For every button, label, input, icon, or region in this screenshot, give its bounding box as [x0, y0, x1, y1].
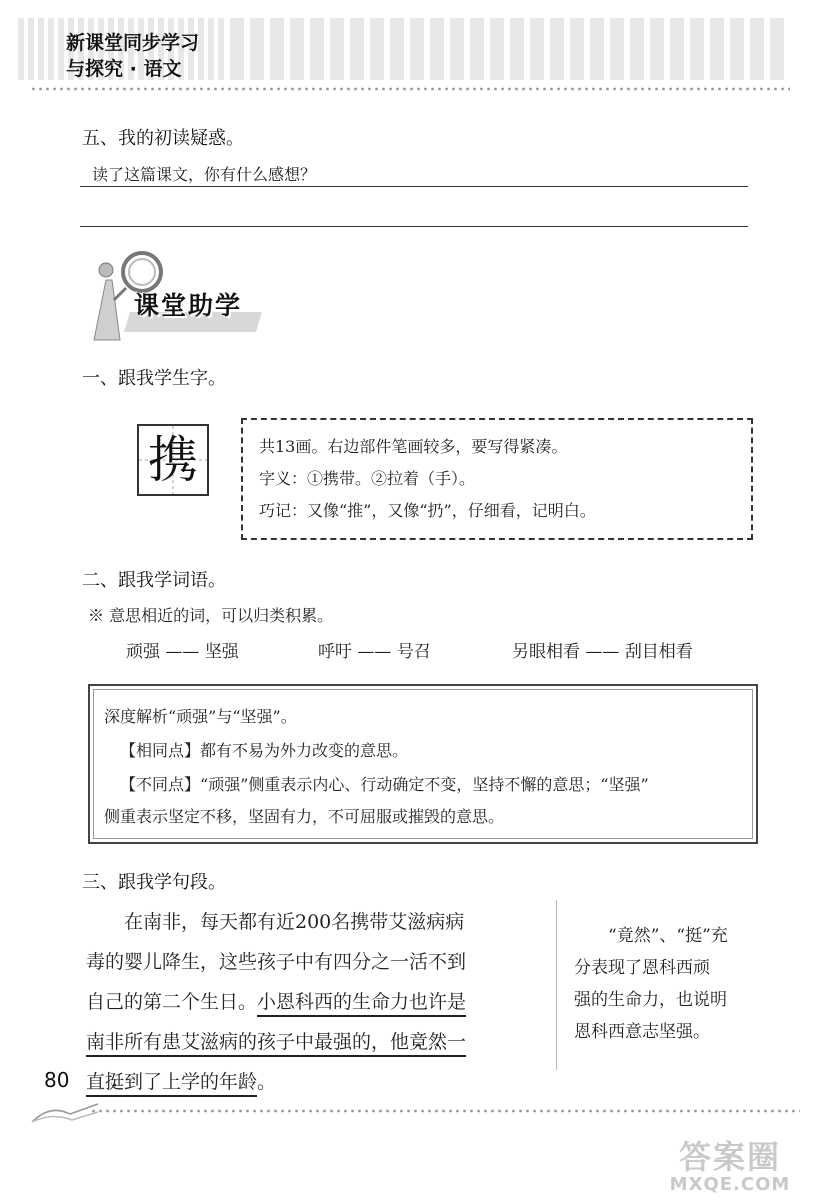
emphasis-char: 然 •	[428, 1031, 447, 1057]
passage-text: 在南非，每天都有近200名携带艾滋病病	[124, 911, 465, 933]
passage	[86, 902, 526, 1102]
side-note-line-4: 恩科西意志坚强。	[574, 1022, 710, 1042]
word-dash: ——	[585, 642, 620, 662]
banner-title: 课堂助学	[134, 291, 243, 320]
info-line-strokes: 共13画。右边部件笔画较多，要写得紧凑。	[259, 437, 568, 456]
section5-heading: 五、我的初读疑惑。	[82, 128, 244, 149]
analysis-diff-cont: 侧重表示坚定不移，坚固有力，不可屈服或摧毁的意思。	[104, 807, 505, 826]
passage-line-2: 毒的婴儿降生，这些孩子中有四分之一活不到	[86, 951, 467, 973]
side-note	[574, 920, 764, 1048]
passage-line-4	[86, 1022, 526, 1062]
watermark	[655, 1132, 805, 1195]
info-line-meaning: 字义：①携带。②拉着（手）。	[259, 469, 476, 488]
header-dotted-rule	[30, 86, 790, 92]
footer-dotted-rule	[90, 1108, 800, 1114]
side-note-line-1: “竟然”、“挺”充	[608, 926, 728, 946]
underlined-sentence: 到了上学的年龄	[124, 1071, 257, 1097]
analysis-diff	[120, 772, 649, 795]
answer-line-1[interactable]	[80, 186, 748, 187]
section1-heading: 一、跟我学生字。	[82, 368, 226, 389]
word-dash: ——	[357, 642, 392, 662]
emphasis-char: 挺 •	[105, 1071, 124, 1097]
header-title-line1: 新课堂同步学习	[66, 32, 200, 54]
diff-label: 【不同点】	[120, 775, 201, 794]
character-glyph: 携	[148, 431, 198, 489]
analysis-same	[120, 738, 408, 761]
section2-heading: 二、跟我学词语。	[82, 570, 226, 591]
header-title-line2: 与探究 · 语文	[66, 58, 182, 80]
passage-line-5	[86, 1062, 526, 1102]
analysis-title: 深度解析“顽强”与“坚强”。	[104, 707, 297, 726]
diff-text-1: “顽强”侧重表示内心、行动确定不变，坚持不懈的意思；“坚强”	[200, 775, 649, 794]
section3-heading: 三、跟我学句段。	[82, 872, 226, 893]
word-b: 刮目相看	[624, 642, 693, 662]
emphasis-char: 竟 •	[409, 1031, 428, 1057]
word-a: 呼吁	[318, 642, 352, 662]
side-note-divider	[556, 900, 557, 1070]
passage-line-1	[86, 902, 526, 942]
same-text: 都有不易为外力改变的意思。	[200, 741, 409, 760]
watermark-domain: MXQE.COM	[669, 1174, 791, 1195]
section2-note: ※ 意思相近的词，可以归类积累。	[88, 606, 334, 625]
section5-prompt: 读了这篇课文，你有什么感想？	[92, 165, 317, 184]
word-b: 坚强	[204, 642, 239, 662]
header-stripes	[230, 18, 790, 80]
info-line-mnemonic: 巧记：又像“推”，又像“扔”，仔细看，记明白。	[259, 501, 596, 520]
same-label: 【相同点】	[120, 741, 201, 760]
side-note-line-3: 强的生命力，也说明	[574, 990, 727, 1010]
underlined-sentence: 南非所有患艾滋病的孩子中最强的，他	[86, 1031, 409, 1057]
word-pair-3	[512, 637, 693, 662]
word-b: 号召	[396, 642, 431, 662]
passage-line-3	[86, 982, 526, 1022]
character-info-box	[241, 418, 753, 540]
page-number: 80	[44, 1068, 70, 1092]
word-dash: ——	[165, 642, 200, 662]
word-a: 顽强	[126, 642, 160, 662]
watermark-text: 答案圈	[678, 1138, 781, 1176]
analysis-box	[88, 684, 758, 844]
side-note-line-2: 分表现了恩科西顽	[574, 958, 710, 978]
passage-text: 。	[257, 1071, 277, 1093]
answer-line-2[interactable]	[80, 226, 748, 227]
underlined-sentence: 小恩科西的生命力也许是	[257, 991, 466, 1017]
word-pair-2	[318, 637, 431, 662]
word-pair-1	[126, 637, 239, 662]
character-grid	[137, 424, 209, 496]
word-a: 另眼相看	[512, 642, 580, 662]
passage-text: 自己的第二个生日。	[86, 991, 258, 1013]
underlined-sentence: 直	[86, 1071, 105, 1097]
underlined-sentence: 一	[447, 1031, 466, 1057]
